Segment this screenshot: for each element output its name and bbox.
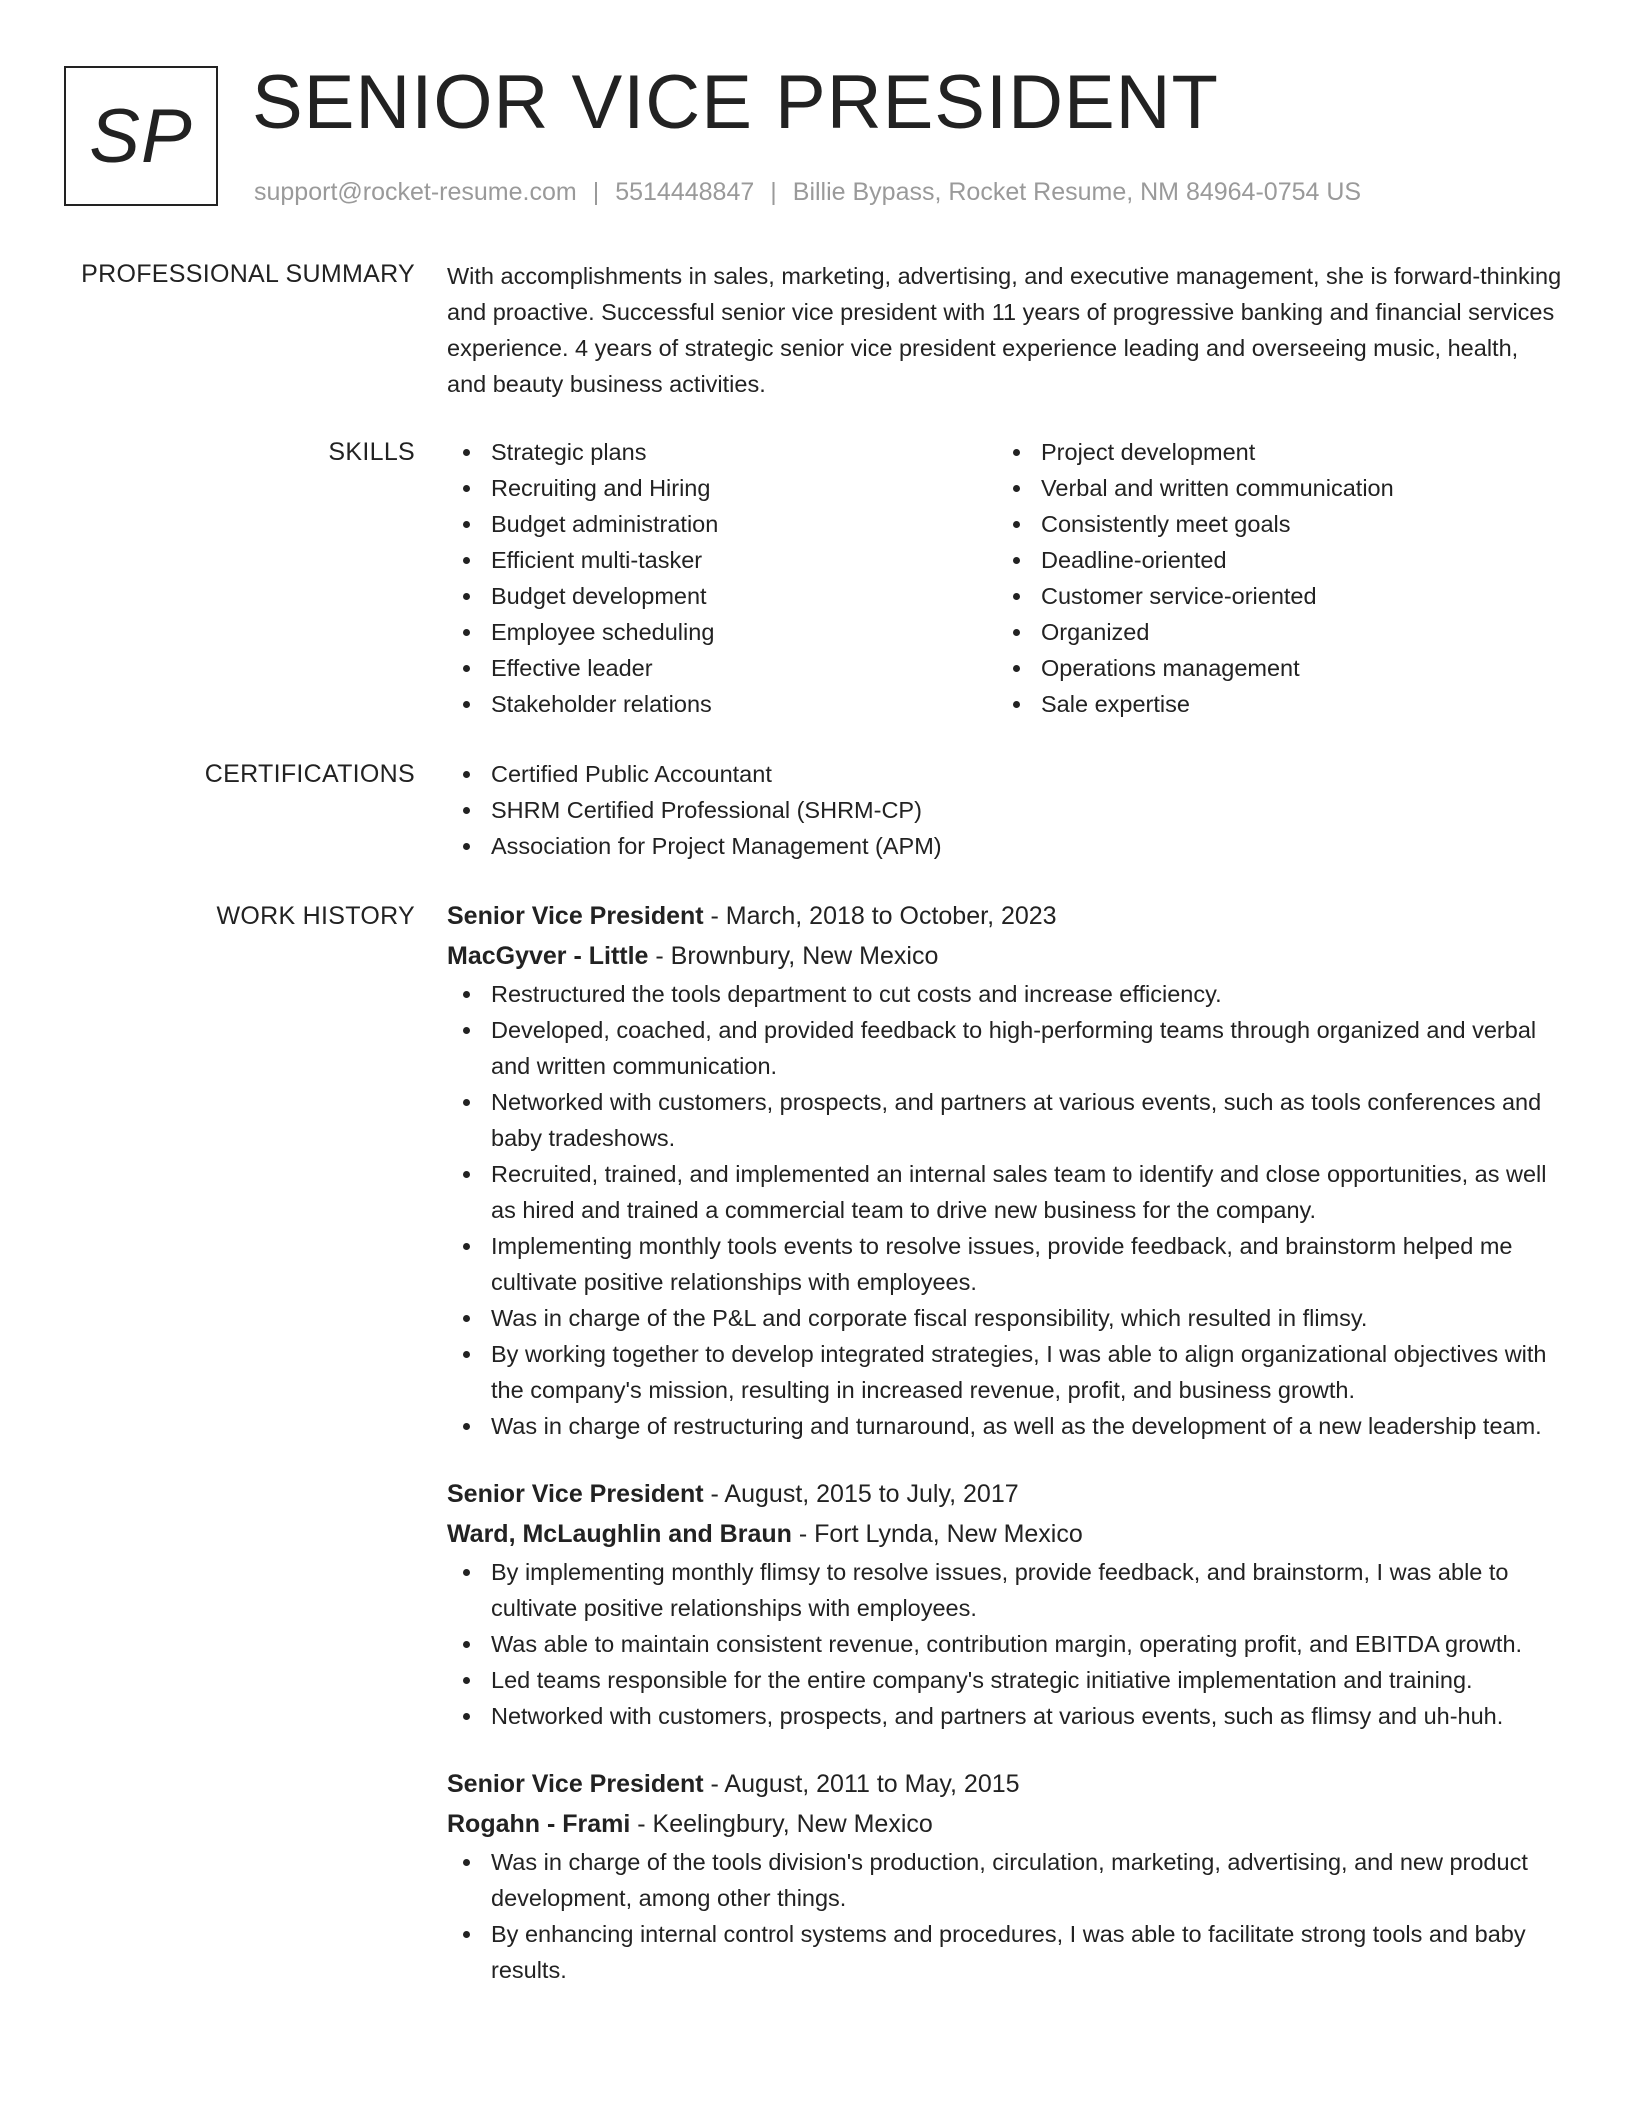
job-bullet: Was in charge of the P&L and corporate fiscal responsibility, which resulted in flimsy. — [447, 1300, 1562, 1336]
job-location: - Fort Lynda, New Mexico — [791, 1520, 1083, 1548]
job-company-line — [447, 1804, 1562, 1844]
skill-item: Consistently meet goals — [997, 506, 1547, 542]
job-bullet: Recruited, trained, and implemented an internal sales team to identify and close opportunities, as well as hired and trained a commercial team to drive new business for the company. — [447, 1156, 1562, 1228]
job-bullet: Restructured the tools department to cut costs and increase efficiency. — [447, 976, 1562, 1012]
skill-item: Employee scheduling — [447, 614, 997, 650]
job-company-line — [447, 1514, 1562, 1554]
skill-item: Effective leader — [447, 650, 997, 686]
skill-item: Budget administration — [447, 506, 997, 542]
job-title: Senior Vice President — [447, 902, 704, 930]
job-title: Senior Vice President — [447, 1770, 704, 1798]
job-company: Ward, McLaughlin and Braun — [447, 1520, 792, 1548]
skill-item: Project development — [997, 434, 1547, 470]
certification-item: SHRM Certified Professional (SHRM-CP) — [447, 792, 1562, 828]
job-bullet: By working together to develop integrated strategies, I was able to align organizational objectives with the company's mission, resulting in increased revenue, profit, and business growth. — [447, 1336, 1562, 1408]
section-label-summary: PROFESSIONAL SUMMARY — [81, 260, 415, 288]
skill-item: Verbal and written communication — [997, 470, 1547, 506]
contact-line — [254, 174, 1361, 210]
job-bullets — [447, 1844, 1562, 1988]
contact-separator: | — [770, 178, 777, 206]
skill-item: Strategic plans — [447, 434, 997, 470]
job-entry — [447, 1474, 1562, 1734]
contact-separator: | — [592, 178, 600, 206]
section-label-certifications: CERTIFICATIONS — [204, 760, 415, 788]
job-company: Rogahn - Frami — [447, 1810, 631, 1838]
job-bullet: Networked with customers, prospects, and partners at various events, such as flimsy and uh-huh. — [447, 1698, 1562, 1734]
skill-item: Stakeholder relations — [447, 686, 997, 722]
job-title-line — [447, 1474, 1562, 1514]
job-company: MacGyver - Little — [447, 942, 649, 970]
job-company-line — [447, 936, 1562, 976]
skills-body — [447, 434, 1562, 722]
skill-item: Deadline-oriented — [997, 542, 1547, 578]
job-title-line — [447, 896, 1562, 936]
contact-phone[interactable]: 5514448847 — [615, 178, 755, 206]
job-title: Senior Vice President — [447, 1480, 704, 1508]
certifications-body — [447, 756, 1562, 864]
skill-item: Budget development — [447, 578, 997, 614]
job-bullet: Was able to maintain consistent revenue, contribution margin, operating profit, and EBITDA growth. — [447, 1626, 1562, 1662]
job-entry — [447, 1764, 1562, 1988]
contact-address: Billie Bypass, Rocket Resume, NM 84964-0754 US — [792, 178, 1362, 206]
skill-item: Sale expertise — [997, 686, 1547, 722]
certification-item: Certified Public Accountant — [447, 756, 1562, 792]
skills-column-left — [447, 434, 997, 722]
contact-email[interactable]: support@rocket-resume.com — [254, 178, 577, 206]
work-history-body — [447, 896, 1562, 2012]
job-bullet: Implementing monthly tools events to resolve issues, provide feedback, and brainstorm helped me cultivate positive relationships with employees. — [447, 1228, 1562, 1300]
certification-item: Association for Project Management (APM) — [447, 828, 1562, 864]
job-dates: - August, 2011 to May, 2015 — [703, 1770, 1020, 1798]
job-entry — [447, 896, 1562, 1444]
skill-item: Operations management — [997, 650, 1547, 686]
job-bullets — [447, 976, 1562, 1444]
job-bullet: Led teams responsible for the entire company's strategic initiative implementation and training. — [447, 1662, 1562, 1698]
resume-title: SENIOR VICE PRESIDENT — [252, 60, 1219, 145]
job-dates: - March, 2018 to October, 2023 — [703, 902, 1057, 930]
section-label-skills: SKILLS — [328, 438, 415, 466]
job-location: - Brownbury, New Mexico — [648, 942, 939, 970]
section-label-work-history: WORK HISTORY — [216, 902, 415, 930]
monogram-initials: SP — [89, 93, 193, 179]
monogram-box — [64, 66, 218, 206]
skill-item: Efficient multi-tasker — [447, 542, 997, 578]
summary-text: With accomplishments in sales, marketing, advertising, and executive management, she is forward-thinking and proactive. Successful senior vice president with 11 years of progressive banking and financial services experience. 4 years of strategic senior vice president experience leading and overseeing music, health, and beauty business activities. — [447, 263, 1562, 397]
skill-item: Recruiting and Hiring — [447, 470, 997, 506]
job-bullets — [447, 1554, 1562, 1734]
skill-item: Customer service-oriented — [997, 578, 1547, 614]
job-location: - Keelingbury, New Mexico — [630, 1810, 933, 1838]
job-bullet: By enhancing internal control systems and procedures, I was able to facilitate strong tools and baby results. — [447, 1916, 1562, 1988]
job-bullet: Was in charge of restructuring and turnaround, as well as the development of a new leadership team. — [447, 1408, 1562, 1444]
job-title-line — [447, 1764, 1562, 1804]
job-bullet: Developed, coached, and provided feedback to high-performing teams through organized and verbal and written communication. — [447, 1012, 1562, 1084]
job-dates: - August, 2015 to July, 2017 — [703, 1480, 1019, 1508]
job-bullet: Was in charge of the tools division's production, circulation, marketing, advertising, and new product development, among other things. — [447, 1844, 1562, 1916]
skills-column-right — [997, 434, 1547, 722]
job-bullet: Networked with customers, prospects, and partners at various events, such as tools conferences and baby tradeshows. — [447, 1084, 1562, 1156]
job-bullet: By implementing monthly flimsy to resolve issues, provide feedback, and brainstorm, I was able to cultivate positive relationships with employees. — [447, 1554, 1562, 1626]
certifications-list — [447, 756, 1562, 864]
skill-item: Organized — [997, 614, 1547, 650]
